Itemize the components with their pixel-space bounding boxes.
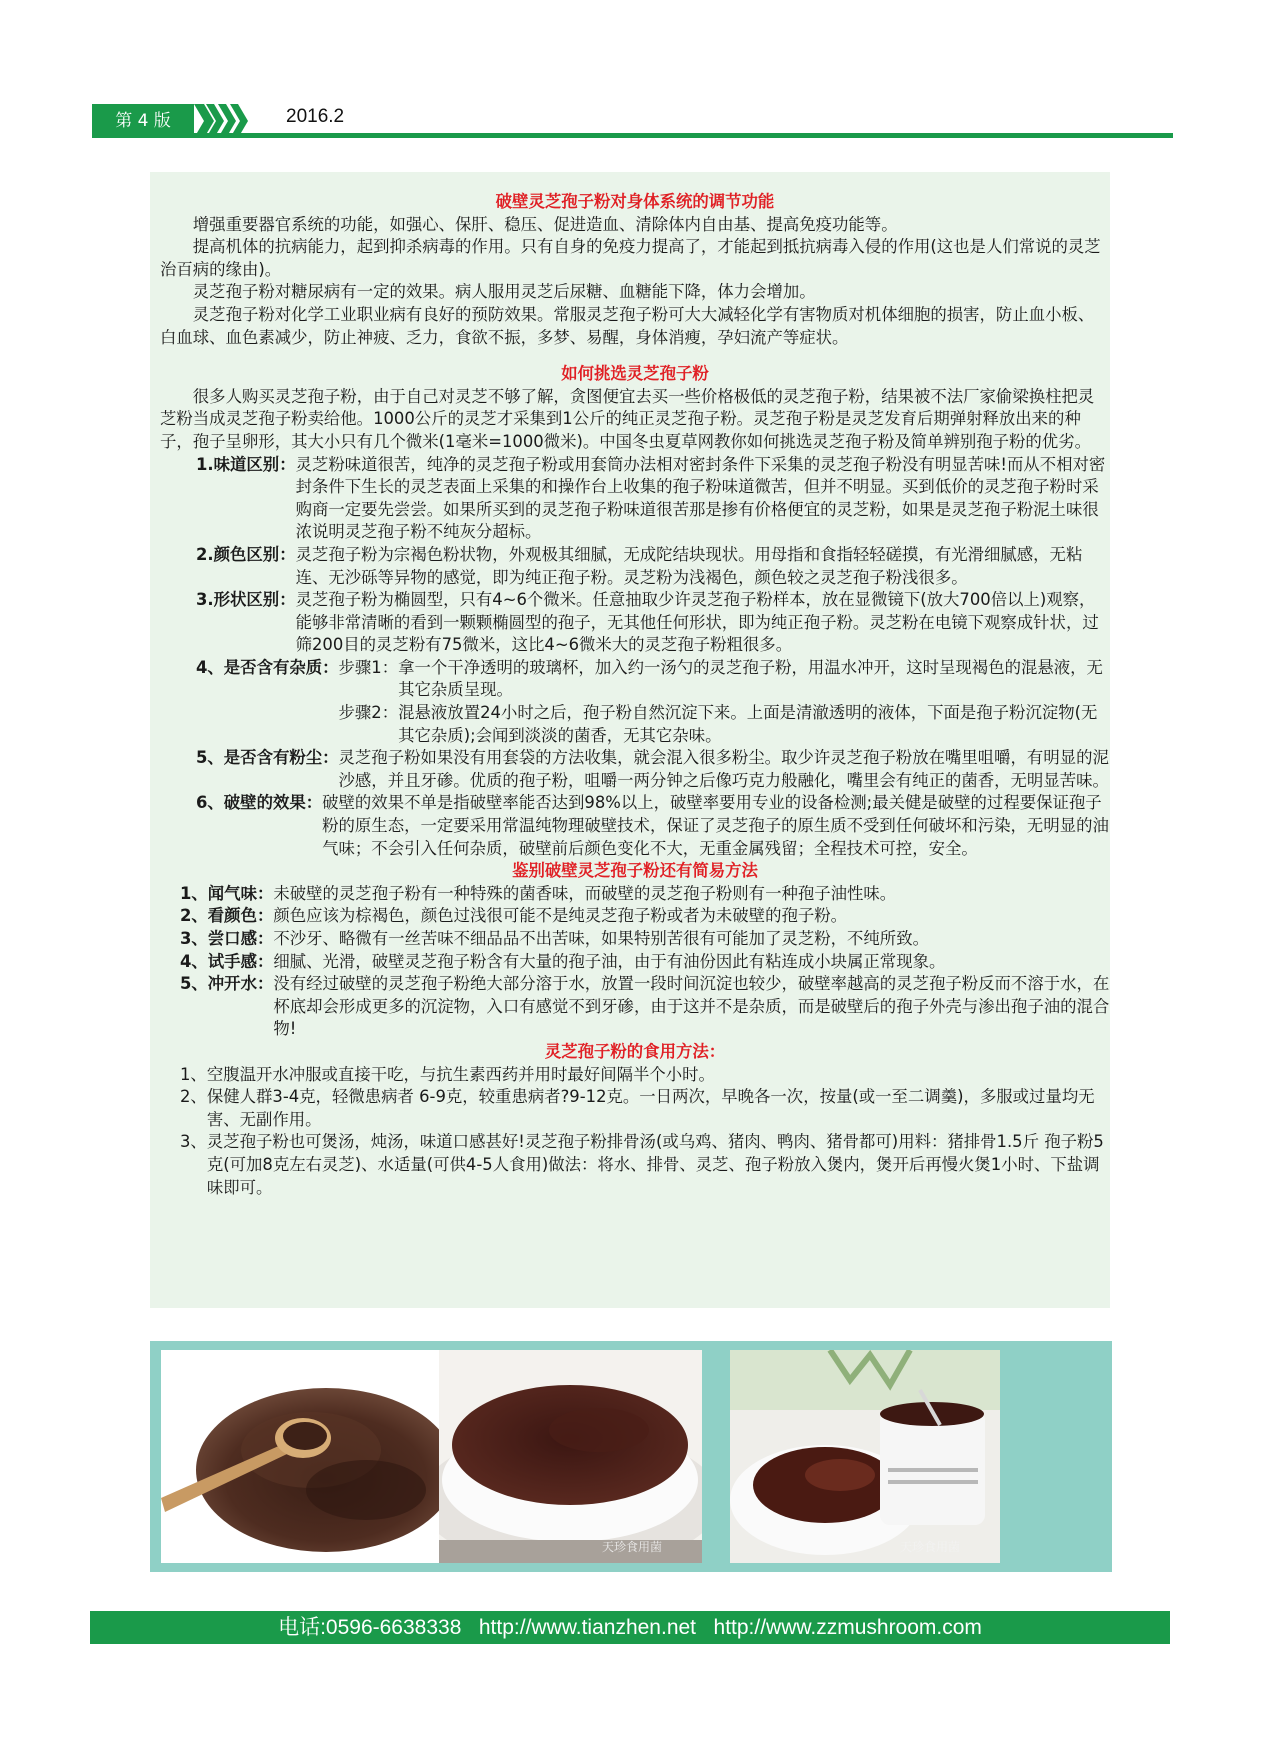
section-title-regulation: 破壁灵芝孢子粉对身体系统的调节功能 <box>495 192 775 211</box>
item-label: 4、是否含有杂质： <box>196 657 339 677</box>
item-text: 颜色应该为棕褐色，颜色过浅很可能不是纯灵芝孢子粉或者为未破壁的孢子粉。 <box>273 906 848 926</box>
item-text: 灵芝孢子粉也可煲汤，炖汤，味道口感甚好!灵芝孢子粉排骨汤(或乌鸡、猪肉、鸭肉、猪骨都可)用料：猪排骨1.5斤 孢子粉5克(可加8克左右灵芝)、水适量(可供4-5人食用)做法：将水、排骨、灵芝、孢子粉放入煲内，煲开后再慢火煲1小时、下盐调味即可。 <box>206 1132 1104 1197</box>
paragraph: 增强重要器官系统的功能，如强心、保肝、稳压、促进造血、清除体内自由基、提高免疫功能等。 <box>192 214 898 234</box>
item-text: 没有经过破壁的灵芝孢子粉绝大部分溶于水，放置一段时间沉淀也较少，破壁率越高的灵芝孢子粉反而不溶于水，在杯底却会形成更多的沉淀物，入口有感觉不到牙碜，由于这并不是杂质，而是破壁后的孢子外壳与渗出孢子油的混合物! <box>273 974 1110 1039</box>
list-item <box>160 657 1110 747</box>
item-text: 空腹温开水冲服或直接干吃，与抗生素西药并用时最好间隔半个小时。 <box>206 1064 715 1084</box>
photo-powder-with-spoon <box>161 1350 458 1563</box>
edition-label: 第 4 版 <box>115 111 171 131</box>
list-item <box>160 792 1110 860</box>
item-label: 5、冲开水： <box>180 974 274 994</box>
list-item <box>160 747 1110 792</box>
item-text: 保健人群3-4克，轻微患病者 6-9克，较重患病者?9-12克。一日两次，早晚各一次，按量(或一至二调羹)，多服或过量均无害、无副作用。 <box>206 1087 1095 1129</box>
photo-strip <box>150 1341 1112 1572</box>
footer-contact-bar <box>90 1611 1170 1644</box>
list-item <box>160 589 1110 657</box>
paragraph: 提高机体的抗病能力，起到抑杀病毒的作用。只有自身的免疫力提高了，才能起到抵抗病毒入侵的作用(这也是人们常说的灵芝治百病的缘由)。 <box>160 237 1101 279</box>
item-label: 6、破壁的效果： <box>196 793 323 813</box>
photo-watermark: 天珍食用菌 <box>601 1540 662 1554</box>
item-label: 2.颜色区别： <box>196 544 296 564</box>
item-label: 3、 <box>180 1132 207 1152</box>
list-item <box>160 1131 1110 1199</box>
item-label: 4、试手感： <box>180 951 274 971</box>
step-text: 混悬液放置24小时之后，孢子粉自然沉淀下来。上面是清澈透明的液体，下面是孢子粉沉淀物(无其它杂质);会闻到淡淡的菌香，无其它杂味。 <box>398 703 1098 745</box>
list-item <box>160 1086 1110 1131</box>
item-label: 1、 <box>180 1064 207 1084</box>
item-text: 灵芝孢子粉如果没有用套袋的方法收集，就会混入很多粉尘。取少许灵芝孢子粉放在嘴里咀嚼，有明显的泥沙感，并且牙碜。优质的孢子粉，咀嚼一两分钟之后像巧克力般融化，嘴里会有纯正的菌香，无明显苦味。 <box>338 748 1109 790</box>
item-label: 1.味道区别： <box>196 454 296 474</box>
item-label: 3、尝口感： <box>180 929 274 948</box>
list-item <box>160 905 1110 928</box>
paragraph: 灵芝孢子粉对糖尿病有一定的效果。病人服用灵芝后尿糖、血糖能下降，体力会增加。 <box>192 282 816 302</box>
list-item <box>160 883 1110 906</box>
item-text: 破壁的效果不单是指破壁率能否达到98%以上，破壁率要用专业的设备检测;最关健是破壁的过程要保证孢子粉的原生态，一定要采用常温纯物理破壁技术，保证了灵芝孢子的原生质不受到任何破坏和污染，无明显的油气味；不会引入任何杂质，破壁前后颜色变化不大，无重金属残留；全程技术可控，安全。 <box>322 793 1109 858</box>
item-text: 不沙牙、略微有一丝苦味不细品品不出苦味，如果特别苦很有可能加了灵芝粉，不纯所致。 <box>273 929 929 948</box>
header-rule <box>92 133 1173 138</box>
item-text: 未破壁的灵芝孢子粉有一种特殊的菌香味，而破壁的灵芝孢子粉则有一种孢子油性味。 <box>273 883 897 903</box>
issue-date: 2016.2 <box>286 106 345 127</box>
section-title-how-to-choose: 如何挑选灵芝孢子粉 <box>561 364 709 384</box>
article-content <box>160 191 1110 1199</box>
list-item <box>160 544 1110 589</box>
list-item <box>160 1064 1110 1087</box>
section-title-usage: 灵芝孢子粉的食用方法： <box>544 1041 726 1061</box>
item-label: 2、看颜色： <box>180 906 274 926</box>
item-text <box>339 657 1110 747</box>
step-label: 步骤2： <box>338 703 399 723</box>
list-item <box>160 454 1110 544</box>
section-title-simple-methods: 鉴别破壁灵芝孢子粉还有简易方法 <box>512 861 758 881</box>
paragraph: 灵芝孢子粉对化学工业职业病有良好的预防效果。常服灵芝孢子粉可大大减轻化学有害物质对机体细胞的损害，防止血小板、白血球、血色素减少，防止神疲、乏力，食欲不振，多梦、易醒，身体消瘦，孕妇流产等症状。 <box>160 304 1095 347</box>
list-item <box>160 951 1110 974</box>
item-text: 灵芝孢子粉为宗褐色粉状物，外观极其细腻，无成陀结块现状。用母指和食指轻轻磋摸，有光滑细腻感，无粘连、无沙砾等异物的感觉，即为纯正孢子粉。灵芝粉为浅褐色，颜色较之灵芝孢子粉浅很多。 <box>295 544 1083 587</box>
photo-powder-and-tea-cup <box>730 1350 1000 1563</box>
photo-powder-in-bowl <box>439 1350 702 1563</box>
item-label: 2、 <box>180 1087 207 1107</box>
footer-contact-text: 电话:0596-6638338 http://www.tianzhen.net http://www.zzmushroom.com <box>278 1616 982 1639</box>
photo-watermark: 天珍食用菌 <box>899 1540 960 1554</box>
paragraph: 很多人购买灵芝孢子粉，由于自己对灵芝不够了解，贪图便宜去买一些价格极低的灵芝孢子粉，结果被不法厂家偷梁换柱把灵芝粉当成灵芝孢子粉卖给他。1000公斤的灵芝才采集到1公斤的纯正灵芝孢子粉。灵芝孢子粉是灵芝发育后期弹射释放出来的种子，孢子呈卵形，其大小只有几个微米(1毫米=1000微米)。中国冬虫夏草网教你如何挑选灵芝孢子粉及简单辨别孢子粉的优劣。 <box>160 386 1095 451</box>
step-text: 拿一个干净透明的玻璃杯，加入约一汤勺的灵芝孢子粉，用温水冲开，这时呈现褐色的混悬液，无其它杂质呈现。 <box>398 657 1103 700</box>
list-item <box>160 928 1110 951</box>
step-label: 步骤1： <box>338 657 399 677</box>
list-item <box>160 973 1110 1041</box>
item-label: 5、是否含有粉尘： <box>196 748 339 768</box>
item-text: 灵芝孢子粉为椭圆型，只有4~6个微米。任意抽取少许灵芝孢子粉样本，放在显微镜下(放大700倍以上)观察，能够非常清晰的看到一颗颗椭圆型的孢子，无其他任何形状，即为纯正孢子粉。灵芝粉在电镜下观察成针状，过筛200目的灵芝粉有75微米，这比4~6微米大的灵芝孢子粉粗很多。 <box>295 590 1099 655</box>
item-label: 1、闻气味： <box>180 883 274 903</box>
item-label: 3.形状区别： <box>196 590 296 610</box>
item-text: 灵芝粉味道很苦，纯净的灵芝孢子粉或用套筒办法相对密封条件下采集的灵芝孢子粉没有明显苦味!而从不相对密封条件下生长的灵芝表面上采集的和操作台上收集的孢子粉味道微苦，但并不明显。买到低价的灵芝孢子粉时采购商一定要先尝尝。如果所买到的灵芝孢子粉味道很苦那是掺有价格便宜的灵芝粉，如果是灵芝孢子粉泥土味很浓说明灵芝孢子粉不纯灰分超标。 <box>295 454 1106 542</box>
item-text: 细腻、光滑，破壁灵芝孢子粉含有大量的孢子油，由于有油份因此有粘连成小块属正常现象。 <box>273 951 946 971</box>
